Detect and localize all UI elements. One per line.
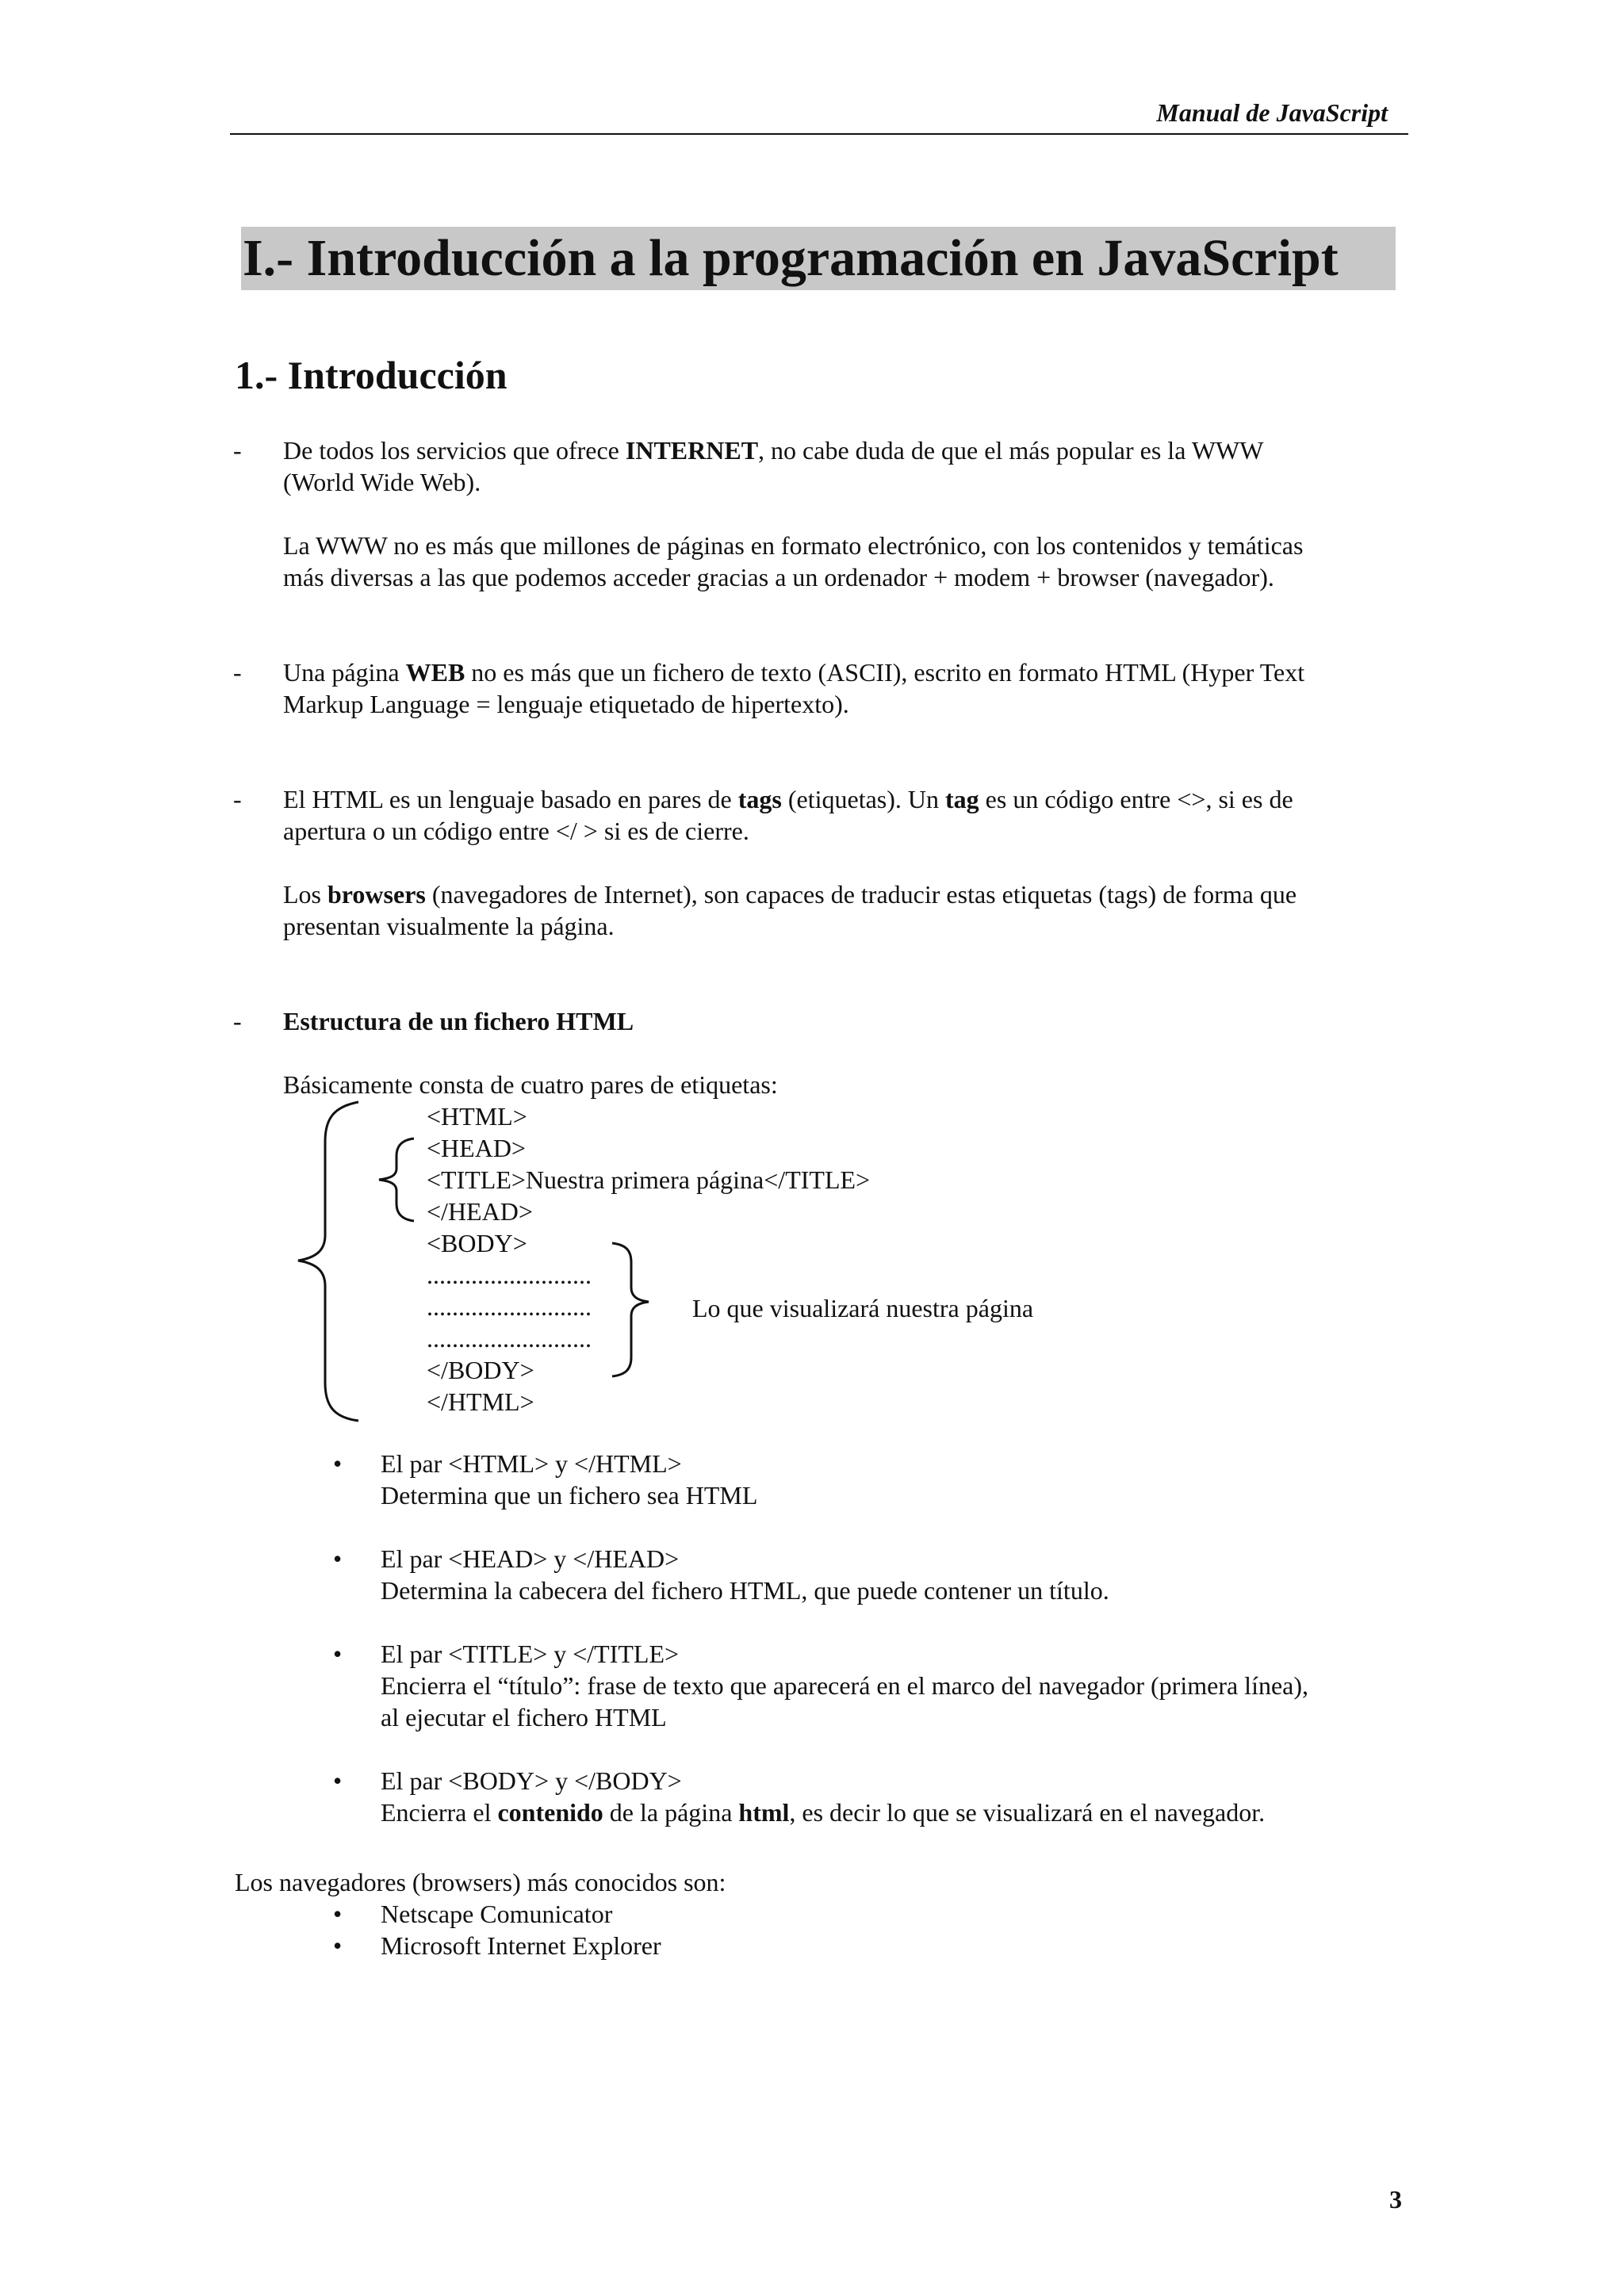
code-line: .......................... (427, 1324, 592, 1353)
text-line: Una página WEB no es más que un fichero de texto (ASCII), escrito en formato HTML (Hyper Text (283, 658, 1305, 687)
text-line: apertura o un código entre </ > si es de cierre. (283, 817, 749, 845)
bullet-desc: Encierra el contenido de la página html, es decir lo que se visualizará en el navegador. (381, 1798, 1266, 1827)
text-line: presentan visualmente la página. (283, 912, 615, 940)
bullet-title: El par <HEAD> y </HEAD> (381, 1544, 680, 1573)
bullet-marker: • (333, 1640, 343, 1668)
code-line: </BODY> (427, 1356, 534, 1384)
paragraph-www (283, 530, 1409, 593)
browser-item-netscape (381, 1898, 1404, 1930)
bullet-desc: Encierra el “título”: frase de texto que aparecerá en el marco del navegador (primera línea), (381, 1671, 1309, 1700)
text-line: Los browsers (navegadores de Internet), son capaces de traducir estas etiquetas (tags) de forma que (283, 880, 1297, 909)
page-number: 3 (1389, 2185, 1402, 2214)
dash-marker: - (233, 785, 242, 813)
html-code-listing (427, 1100, 870, 1418)
chapter-title: I.- Introducción a la programación en JavaScript (241, 227, 1396, 290)
code-line: </HEAD> (427, 1197, 533, 1226)
html-brace (298, 1102, 358, 1421)
paragraph-tags (283, 783, 1409, 847)
dash-marker: - (233, 658, 242, 687)
paragraph-internet (283, 434, 1409, 498)
paragraph-web (283, 656, 1409, 720)
text-line: De todos los servicios que ofrece INTERNET, no cabe duda de que el más popular es la WWW (283, 436, 1264, 465)
browser-item-explorer (381, 1930, 1404, 1961)
text-line: más diversas a las que podemos acceder gracias a un ordenador + modem + browser (navegador). (283, 563, 1274, 591)
bullet-marker: • (333, 1900, 343, 1928)
bullet-marker: • (333, 1544, 343, 1573)
bullet-marker: • (333, 1449, 343, 1478)
bullet-item-body (381, 1765, 1404, 1828)
bullet-title: El par <TITLE> y </TITLE> (381, 1640, 680, 1668)
browsers-intro: Los navegadores (browsers) más conocidos son: (235, 1868, 726, 1896)
code-line: <TITLE>Nuestra primera página</TITLE> (427, 1165, 871, 1194)
text-line: La WWW no es más que millones de páginas en formato electrónico, con los contenidos y temáticas (283, 531, 1304, 560)
code-line: .......................... (427, 1292, 592, 1321)
dash-marker: - (233, 1007, 242, 1035)
code-line: <HEAD> (427, 1134, 526, 1162)
browser-name: Netscape Comunicator (381, 1900, 613, 1928)
code-line: </HTML> (427, 1387, 534, 1416)
bullet-item-head (381, 1543, 1404, 1606)
bullet-item-html (381, 1448, 1404, 1511)
running-header: Manual de JavaScript (1156, 98, 1388, 127)
bullet-desc: al ejecutar el fichero HTML (381, 1703, 667, 1732)
body-annotation: Lo que visualizará nuestra página (692, 1294, 1034, 1322)
structure-heading: Estructura de un fichero HTML (283, 1007, 634, 1035)
bullet-title: El par <BODY> y </BODY> (381, 1766, 682, 1795)
header-rule (230, 133, 1408, 135)
browser-name: Microsoft Internet Explorer (381, 1931, 661, 1960)
head-brace (379, 1138, 414, 1221)
bullet-desc: Determina que un fichero sea HTML (381, 1481, 758, 1510)
bullet-marker: • (333, 1931, 343, 1960)
structure-intro (283, 1069, 1409, 1100)
code-line: .......................... (427, 1261, 592, 1289)
code-line: <HTML> (427, 1102, 527, 1131)
dash-marker: - (233, 436, 242, 465)
bullet-title: El par <HTML> y </HTML> (381, 1449, 682, 1478)
bullet-desc: Determina la cabecera del fichero HTML, que puede contener un título. (381, 1576, 1109, 1605)
paragraph-browsers (283, 878, 1409, 942)
code-line: <BODY> (427, 1229, 527, 1257)
text-line: (World Wide Web). (283, 468, 481, 496)
bullet-marker: • (333, 1766, 343, 1795)
text-line: El HTML es un lenguaje basado en pares de tags (etiquetas). Un tag es un código entre <>, si es de (283, 785, 1293, 813)
bullet-item-title (381, 1638, 1404, 1733)
subheading-structure (283, 1005, 1409, 1037)
section-title: 1.- Introducción (235, 353, 508, 397)
text-line: Básicamente consta de cuatro pares de etiquetas: (283, 1070, 778, 1099)
text-line: Markup Language = lenguaje etiquetado de hipertexto). (283, 690, 849, 718)
